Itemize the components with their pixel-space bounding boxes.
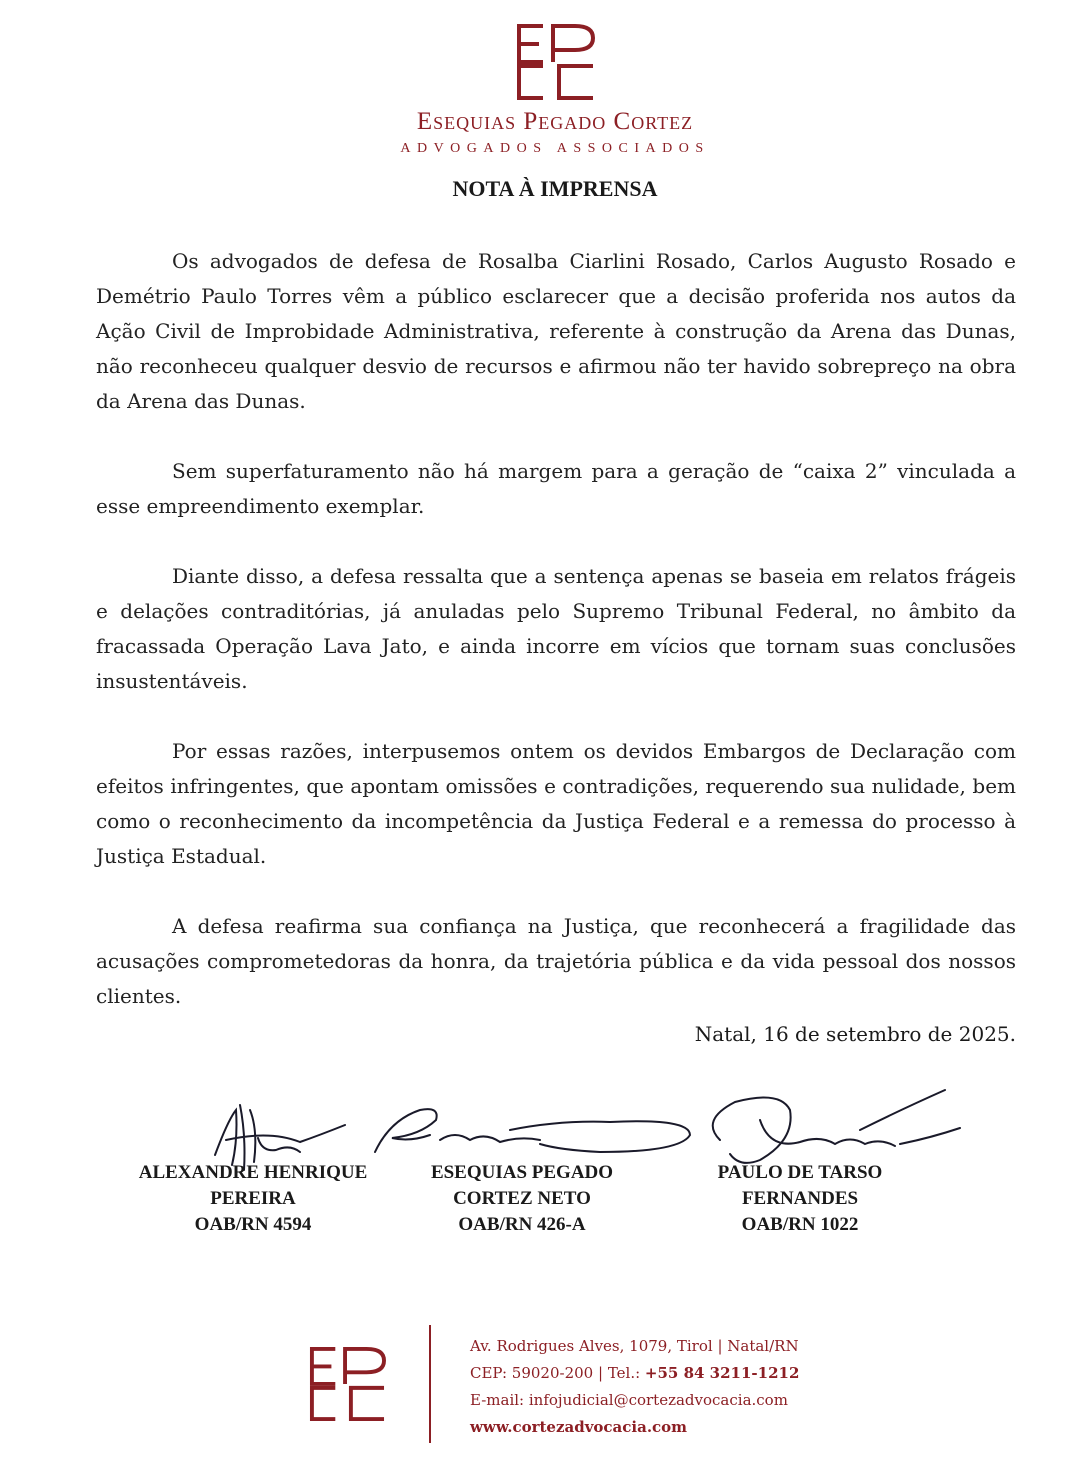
signatory-3 xyxy=(670,1160,930,1238)
document-body xyxy=(96,244,1016,1049)
signatory-oab: OAB/RN 1022 xyxy=(741,1214,859,1235)
footer-email[interactable]: E-mail: infojudicial@cortezadvocacia.com xyxy=(470,1391,788,1409)
signatory-name-line2: CORTEZ NETO xyxy=(453,1188,591,1209)
paragraph: Diante disso, a defesa ressalta que a sentença apenas se baseia em relatos frágeis e delações contraditórias, já anuladas pelo Supremo Tribunal Federal, no âmbito da fracassada Operação Lava Jato, e ainda incorre em vícios que tornam suas conclusões insustentáveis. xyxy=(96,564,1016,693)
signatory-name-line2: PEREIRA xyxy=(210,1188,296,1209)
footer-divider xyxy=(429,1325,431,1443)
signature-2 xyxy=(375,1109,690,1152)
paragraph: Sem superfaturamento não há margem para a geração de “caixa 2” vinculada a esse empreendimento exemplar. xyxy=(96,459,1016,518)
footer-cep-phone xyxy=(470,1360,799,1387)
paragraph: Os advogados de defesa de Rosalba Ciarlini Rosado, Carlos Augusto Rosado e Demétrio Paulo Torres vêm a público esclarecer que a decisão proferida nos autos da Ação Civil de Improbidade Administrativa, referente à construção da Arena das Dunas, não reconheceu qualquer desvio de recursos e afirmou não ter havido sobrepreço na obra da Arena das Dunas. xyxy=(96,249,1016,413)
signatory-oab: OAB/RN 426-A xyxy=(458,1214,586,1235)
footer-contact xyxy=(470,1333,799,1441)
footer-address: Av. Rodrigues Alves, 1079, Tirol | Natal/RN xyxy=(470,1337,799,1355)
firm-name: Esequias Pegado Cortez xyxy=(416,108,694,135)
paragraph: Por essas razões, interpusemos ontem os devidos Embargos de Declaração com efeitos infringentes, que apontam omissões e contradições, requerendo sua nulidade, bem como o reconhecimento da incompetência da Justiça Federal e a remessa do processo à Justiça Estadual. xyxy=(96,739,1016,868)
signatory-name-line1: ESEQUIAS PEGADO xyxy=(430,1162,614,1183)
signatures-area xyxy=(0,1080,1074,1250)
signatory-oab: OAB/RN 4594 xyxy=(194,1214,312,1235)
signatory-1 xyxy=(118,1160,388,1238)
footer-cep: CEP: 59020-200 | Tel.: xyxy=(470,1364,645,1382)
signatory-name-line2: FERNANDES xyxy=(741,1188,859,1209)
footer-phone[interactable]: +55 84 3211-1212 xyxy=(644,1364,800,1382)
footer-website[interactable]: www.cortezadvocacia.com xyxy=(470,1418,688,1436)
document-title: NOTA À IMPRENSA xyxy=(452,176,658,201)
signatory-2 xyxy=(392,1160,652,1238)
document-date: Natal, 16 de setembro de 2025. xyxy=(694,1022,1016,1046)
signature-3 xyxy=(713,1090,960,1163)
paragraph: A defesa reafirma sua confiança na Justiça, que reconhecerá a fragilidade das acusações comprometedoras da honra, da trajetória pública e da vida pessoal dos nossos clientes. xyxy=(96,914,1016,1008)
firm-subtitle: ADVOGADOS ASSOCIADOS xyxy=(400,141,710,156)
epc-monogram-icon xyxy=(513,22,597,100)
footer-epc-monogram-icon xyxy=(305,1345,389,1421)
signatory-name-line1: ALEXANDRE HENRIQUE xyxy=(138,1162,368,1183)
signatory-name-line1: PAULO DE TARSO xyxy=(717,1162,883,1183)
